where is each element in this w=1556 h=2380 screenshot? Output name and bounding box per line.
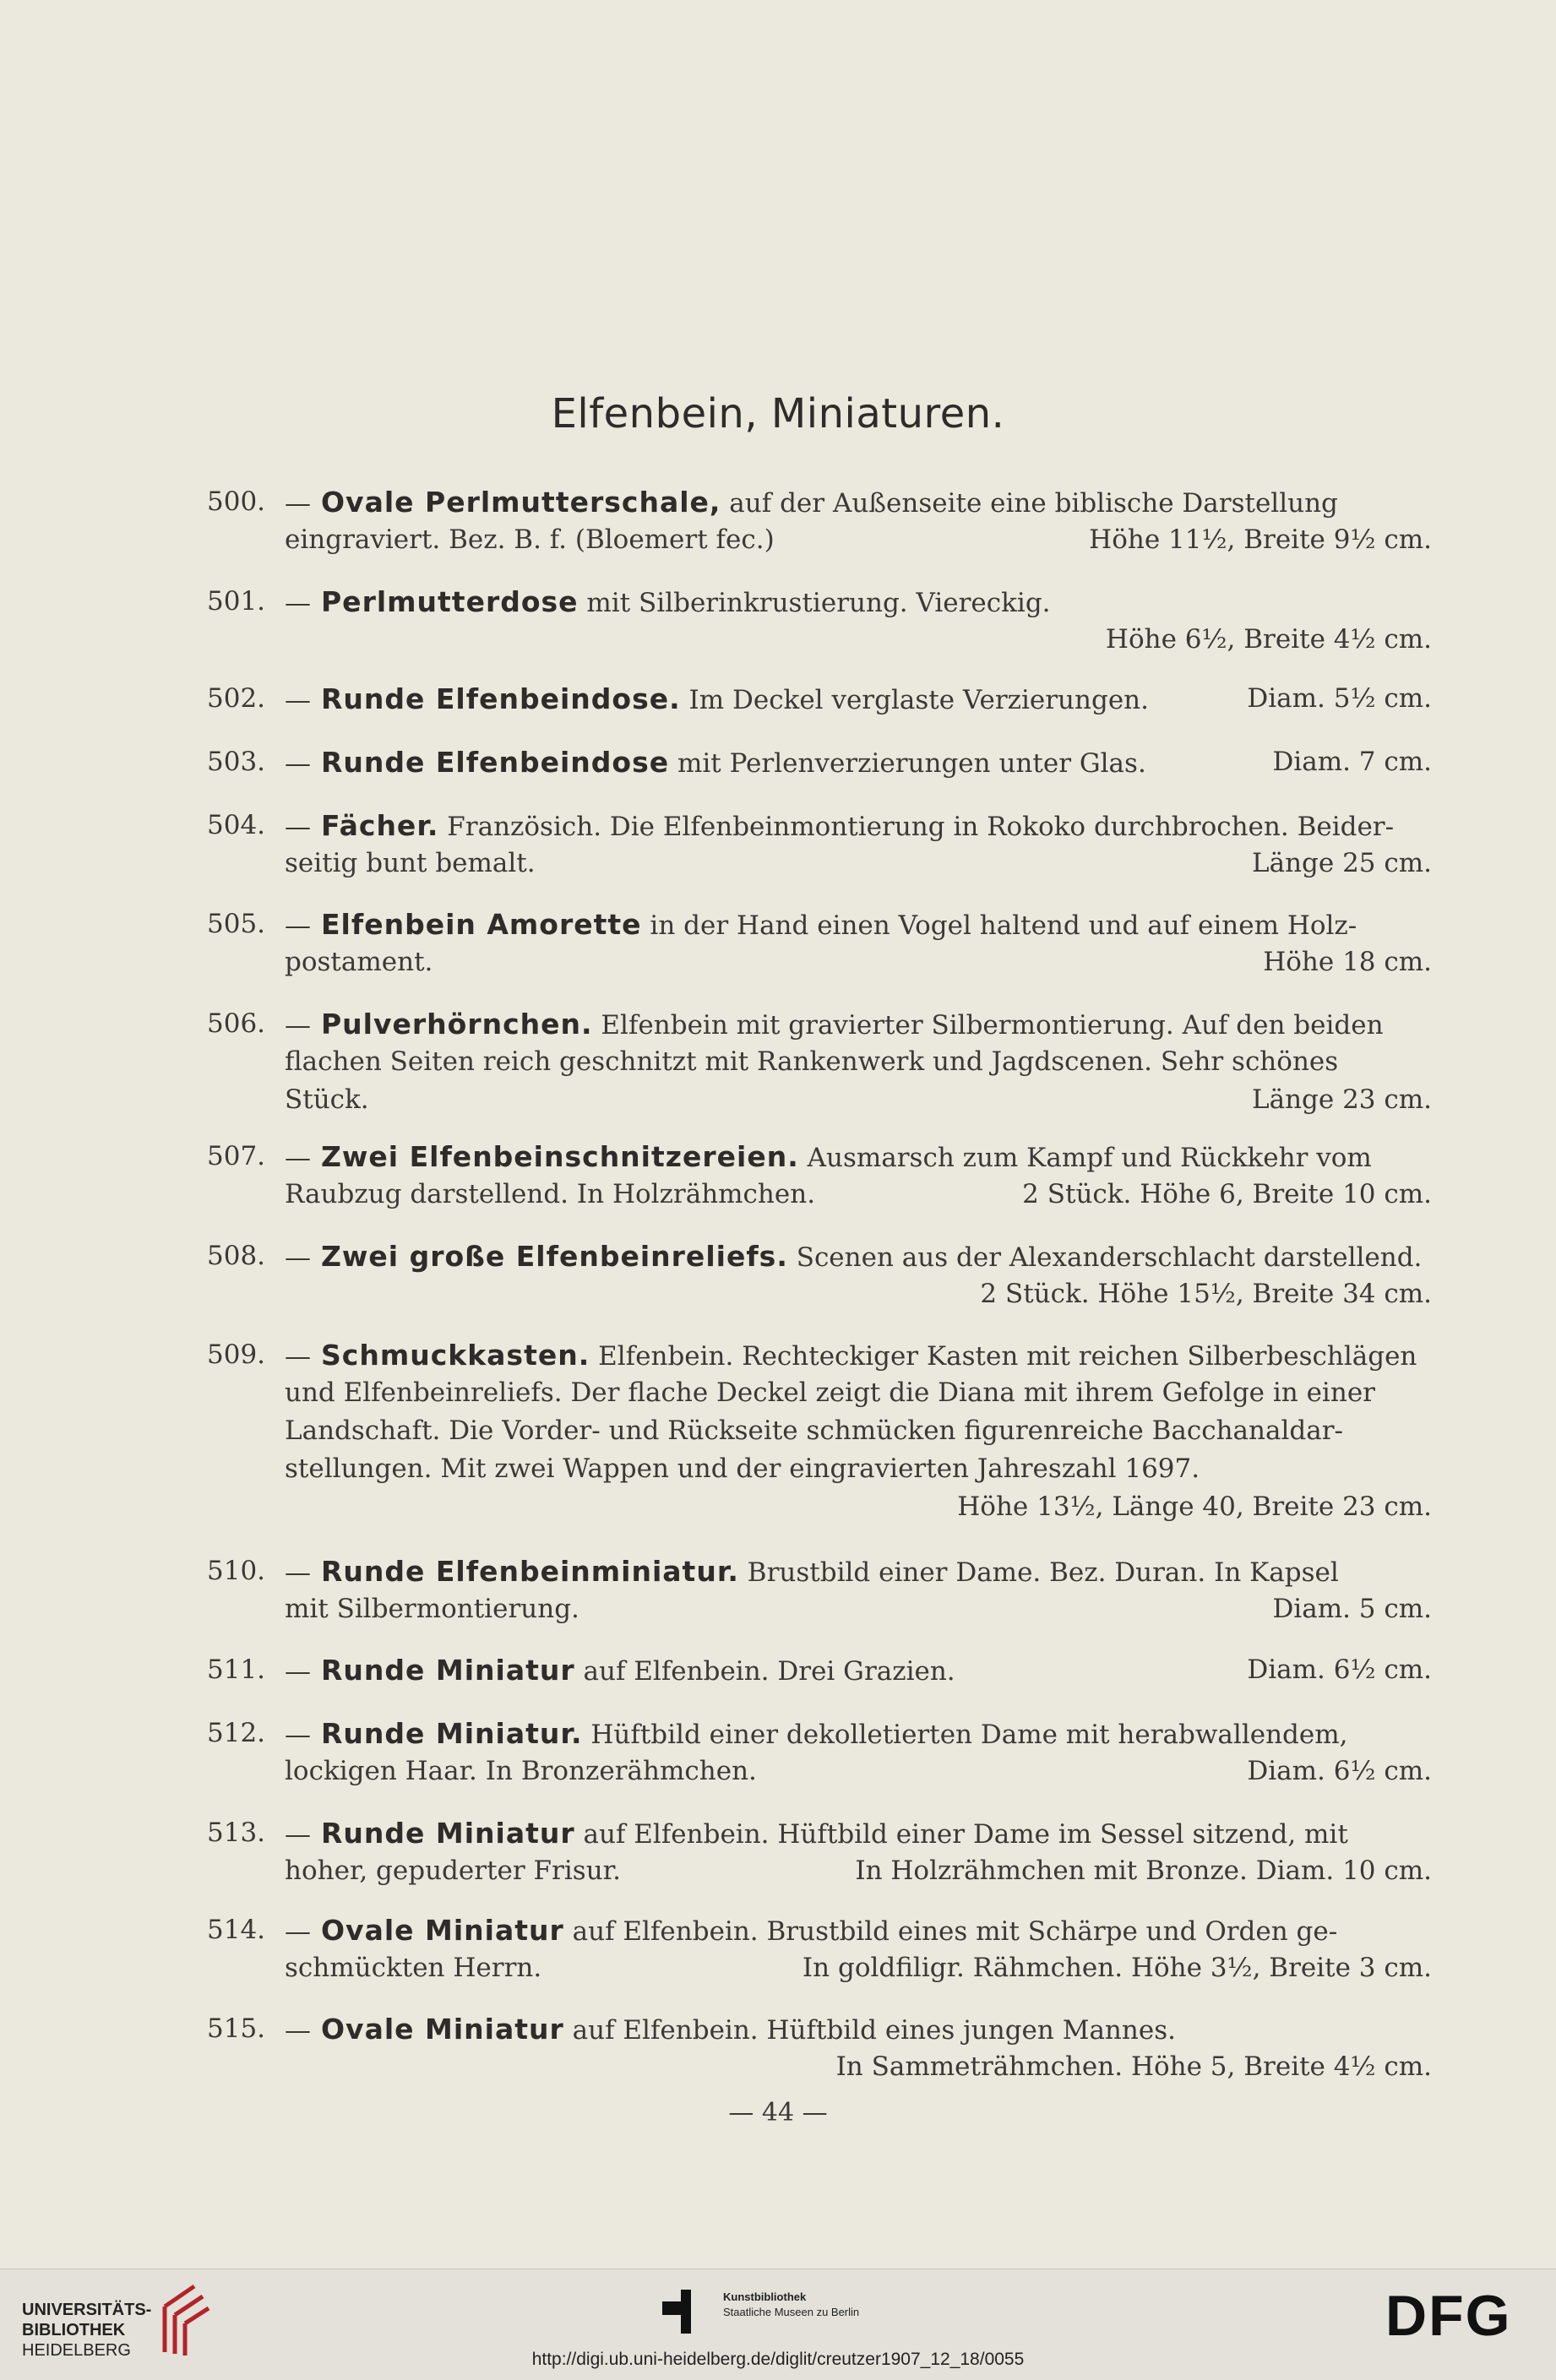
kb-line-2: Staatliche Museen zu Berlin — [723, 2306, 860, 2318]
entry-line — [285, 1336, 1432, 1374]
dash-mark: — — [285, 488, 311, 519]
entry-text: mit Silbermontierung. — [285, 1594, 579, 1624]
entry-line — [285, 1852, 1432, 1890]
catalog-entry — [207, 1814, 1432, 1890]
entry-line — [285, 1949, 1432, 1987]
entry-text: Brustbild einer Dame. Bez. Duran. In Kapsel — [738, 1557, 1339, 1588]
entry-number: 514. — [207, 1915, 266, 1945]
entry-number: 512. — [207, 1718, 266, 1748]
entry-number: 506. — [207, 1008, 266, 1039]
entry-line — [285, 1043, 1432, 1081]
entry-dimensions: Diam. 6½ cm. — [1247, 1655, 1432, 1685]
entry-line — [285, 621, 1432, 659]
entry-number: 508. — [207, 1241, 266, 1271]
entry-line — [285, 1138, 1432, 1176]
entry-line — [285, 1488, 1432, 1526]
entry-text: lockigen Haar. In Bronzerähmchen. — [285, 1756, 757, 1786]
entry-dimensions: In goldfiligr. Rähmchen. Höhe 3½, Breite 3 cm. — [802, 1953, 1432, 1983]
entry-dimensions: 2 Stück. Höhe 15½, Breite 34 cm. — [980, 1279, 1432, 1309]
catalog-entry — [207, 1336, 1432, 1526]
entry-heading: Runde Elfenbeindose — [321, 746, 670, 779]
entry-text: Elfenbein. Rechteckiger Kasten mit reichen Silberbeschlägen — [590, 1341, 1417, 1372]
entry-line — [285, 1590, 1432, 1628]
entry-body — [285, 1237, 1432, 1313]
entry-line — [285, 1814, 1432, 1852]
entry-number: 510. — [207, 1556, 266, 1586]
entry-number: 513. — [207, 1818, 266, 1848]
catalog-entry — [207, 1714, 1432, 1790]
entry-body — [285, 1005, 1432, 1119]
entry-body — [285, 1138, 1432, 1214]
entry-number: 503. — [207, 747, 266, 777]
entry-heading: Zwei große Elfenbeinreliefs. — [321, 1240, 788, 1273]
entry-text: hoher, gepuderter Frisur. — [285, 1856, 621, 1886]
entry-line — [285, 1651, 1432, 1689]
entry-line — [285, 845, 1432, 883]
entry-heading: Schmuckkasten. — [321, 1339, 590, 1372]
entry-heading: Runde Elfenbeindose. — [321, 682, 681, 715]
catalog-entry — [207, 743, 1432, 781]
entry-dimensions: Höhe 13½, Länge 40, Breite 23 cm. — [957, 1492, 1432, 1522]
entry-body — [285, 680, 1432, 718]
dash-mark: — — [285, 1819, 311, 1850]
catalog-entry — [207, 1138, 1432, 1214]
dash-mark: — — [285, 1341, 311, 1372]
entry-text: auf Elfenbein. Drei Grazien. — [574, 1656, 955, 1687]
ub-heidelberg-logo-icon[interactable] — [156, 2281, 215, 2357]
entry-heading: Runde Elfenbeinminiatur. — [321, 1555, 739, 1588]
entry-number: 505. — [207, 909, 266, 939]
entry-number: 515. — [207, 2013, 266, 2044]
entry-body — [285, 1814, 1432, 1890]
entry-heading: Runde Miniatur. — [321, 1717, 583, 1750]
entry-heading: Zwei Elfenbeinschnitzereien. — [321, 1140, 799, 1173]
entry-text: schmückten Herrn. — [285, 1953, 542, 1983]
entry-line — [285, 1237, 1432, 1275]
entry-line — [285, 807, 1432, 845]
page-number: — 44 — — [728, 2098, 828, 2127]
entry-number: 502. — [207, 683, 266, 714]
entry-text: mit Perlenverzierungen unter Glas. — [669, 748, 1146, 779]
entry-line — [285, 1714, 1432, 1752]
entry-number: 511. — [207, 1655, 266, 1685]
entry-text: auf Elfenbein. Hüftbild einer Dame im Sessel sitzend, mit — [574, 1819, 1348, 1850]
entry-text: Ausmarsch zum Kampf und Rückkehr vom — [798, 1143, 1372, 1173]
entry-line — [285, 1081, 1432, 1119]
entry-dimensions: 2 Stück. Höhe 6, Breite 10 cm. — [1022, 1179, 1432, 1209]
dash-mark: — — [285, 588, 311, 618]
entry-line — [285, 2048, 1432, 2086]
catalog-entry — [207, 1911, 1432, 1987]
entry-heading: Elfenbein Amorette — [321, 908, 642, 941]
entry-number: 500. — [207, 486, 266, 517]
entry-text: und Elfenbeinreliefs. Der flache Deckel zeigt die Diana mit ihrem Gefolge in einer — [285, 1377, 1375, 1408]
dash-mark: — — [285, 748, 311, 779]
entry-body — [285, 807, 1432, 883]
entry-body — [285, 905, 1432, 981]
entry-number: 504. — [207, 810, 266, 840]
entry-text: auf Elfenbein. Hüftbild eines jungen Mannes. — [563, 2015, 1176, 2046]
entry-text: Hüftbild einer dekolletierten Dame mit herabwallendem, — [582, 1720, 1348, 1750]
entry-dimensions: Diam. 5½ cm. — [1247, 683, 1432, 714]
entry-dimensions: Länge 25 cm. — [1252, 848, 1432, 878]
entry-line — [285, 1752, 1432, 1790]
entry-dimensions: Höhe 6½, Breite 4½ cm. — [1105, 624, 1432, 655]
catalog-entry — [207, 905, 1432, 981]
entry-text: Stück. — [285, 1084, 369, 1115]
entry-line — [285, 905, 1432, 943]
entry-text: Scenen aus der Alexanderschlacht darstellend. — [787, 1242, 1423, 1273]
entry-number: 507. — [207, 1141, 266, 1171]
entry-dimensions: Diam. 5 cm. — [1272, 1594, 1432, 1624]
entry-text: auf der Außenseite eine biblische Darstellung — [721, 488, 1338, 519]
ub-line-1: UNIVERSITÄTS- — [22, 2301, 152, 2319]
catalog-entry — [207, 1651, 1432, 1689]
dash-mark: — — [285, 1010, 311, 1041]
dash-mark: — — [285, 910, 311, 941]
entry-line — [285, 1005, 1432, 1043]
entry-text: Im Deckel verglaste Verzierungen. — [680, 685, 1149, 715]
entry-body — [285, 1552, 1432, 1628]
dash-mark: — — [285, 2015, 311, 2046]
entry-line — [285, 483, 1432, 521]
entry-heading: Runde Miniatur — [321, 1654, 575, 1687]
kunstbibliothek-text[interactable] — [723, 2290, 859, 2320]
entry-body — [285, 743, 1432, 781]
dash-mark: — — [285, 1557, 311, 1588]
entry-line — [285, 1552, 1432, 1590]
entry-line — [285, 943, 1432, 981]
dash-mark: — — [285, 1143, 311, 1173]
entry-text: Landschaft. Die Vorder- und Rückseite schmücken figurenreiche Bacchanaldar- — [285, 1416, 1344, 1446]
entry-number: 501. — [207, 586, 266, 617]
entry-line — [285, 1412, 1432, 1450]
entry-text: Raubzug darstellend. In Holzrähmchen. — [285, 1179, 816, 1209]
dash-mark: — — [285, 1916, 311, 1947]
kb-line-1: Kunstbibliothek — [723, 2290, 807, 2303]
entry-line — [285, 1911, 1432, 1949]
catalog-entry — [207, 1552, 1432, 1628]
entry-text: Französich. Die Elfenbeinmontierung in Rokoko durchbrochen. Beider- — [438, 812, 1395, 842]
entry-body — [285, 1651, 1432, 1689]
ub-line-3: HEIDELBERG — [22, 2341, 131, 2360]
entry-body — [285, 1336, 1432, 1526]
entry-dimensions: Höhe 18 cm. — [1263, 947, 1432, 977]
entry-dimensions: Diam. 6½ cm. — [1247, 1756, 1432, 1786]
entry-text: seitig bunt bemalt. — [285, 848, 536, 878]
catalog-entry — [207, 1237, 1432, 1313]
dash-mark: — — [285, 685, 311, 715]
kunstbibliothek-logo-icon[interactable] — [662, 2290, 711, 2334]
entry-line — [285, 583, 1432, 621]
entry-body — [285, 483, 1432, 559]
catalog-entry — [207, 2010, 1432, 2086]
entry-text: postament. — [285, 947, 433, 977]
entry-text: eingraviert. Bez. B. f. (Bloemert fec.) — [285, 524, 775, 555]
entry-dimensions: In Holzrähmchen mit Bronze. Diam. 10 cm. — [855, 1856, 1432, 1886]
entry-text: flachen Seiten reich geschnitzt mit Rankenwerk und Jagdscenen. Sehr schönes — [285, 1046, 1339, 1077]
entry-line — [285, 1275, 1432, 1313]
dash-mark: — — [285, 1242, 311, 1273]
entry-dimensions: Länge 23 cm. — [1252, 1084, 1432, 1115]
dash-mark: — — [285, 1656, 311, 1687]
footer-bar — [0, 2269, 1556, 2380]
entry-text: mit Silberinkrustierung. Viereckig. — [578, 588, 1051, 618]
catalog-entry — [207, 483, 1432, 559]
entry-heading: Ovale Miniatur — [321, 1914, 564, 1947]
dash-mark: — — [285, 812, 311, 842]
catalog-entry — [207, 807, 1432, 883]
entry-text: in der Hand einen Vogel haltend und auf einem Holz- — [641, 910, 1357, 941]
catalog-entry — [207, 1005, 1432, 1119]
entry-number: 509. — [207, 1339, 266, 1370]
entry-line — [285, 521, 1432, 559]
entry-line — [285, 2010, 1432, 2048]
entry-line — [285, 1450, 1432, 1488]
entry-line — [285, 1374, 1432, 1412]
entry-heading: Ovale Miniatur — [321, 2013, 564, 2046]
entry-heading: Fächer. — [321, 809, 439, 842]
entry-body — [285, 1714, 1432, 1790]
entry-heading: Pulverhörnchen. — [321, 1008, 593, 1041]
dfg-logo[interactable]: DFG — [1385, 2284, 1512, 2348]
entry-body — [285, 583, 1432, 659]
entry-heading: Perlmutterdose — [321, 585, 579, 618]
entry-text: Elfenbein mit gravierter Silbermontierung. Auf den beiden — [592, 1010, 1384, 1041]
entry-body — [285, 2010, 1432, 2086]
entry-line — [285, 1176, 1432, 1214]
entry-heading: Ovale Perlmutterschale, — [321, 486, 721, 519]
permalink-url[interactable]: http://digi.ub.uni-heidelberg.de/diglit/creutzer1907_12_18/0055 — [531, 2350, 1025, 2369]
entry-heading: Runde Miniatur — [321, 1817, 575, 1850]
entry-dimensions: In Sammeträhmchen. Höhe 5, Breite 4½ cm. — [835, 2051, 1432, 2082]
entry-line — [285, 680, 1432, 718]
entry-line — [285, 743, 1432, 781]
page-title: Elfenbein, Miniaturen. — [551, 390, 1005, 437]
entry-dimensions: Diam. 7 cm. — [1272, 747, 1432, 777]
entry-text: stellungen. Mit zwei Wappen und der eingravierten Jahreszahl 1697. — [285, 1454, 1200, 1484]
catalog-entry — [207, 680, 1432, 718]
dash-mark: — — [285, 1720, 311, 1750]
entry-text: auf Elfenbein. Brustbild eines mit Schärpe und Orden ge- — [563, 1916, 1338, 1947]
catalog-entry — [207, 583, 1432, 659]
entry-dimensions: Höhe 11½, Breite 9½ cm. — [1089, 524, 1432, 555]
ub-line-2: BIBLIOTHEK — [22, 2321, 126, 2339]
entry-body — [285, 1911, 1432, 1987]
